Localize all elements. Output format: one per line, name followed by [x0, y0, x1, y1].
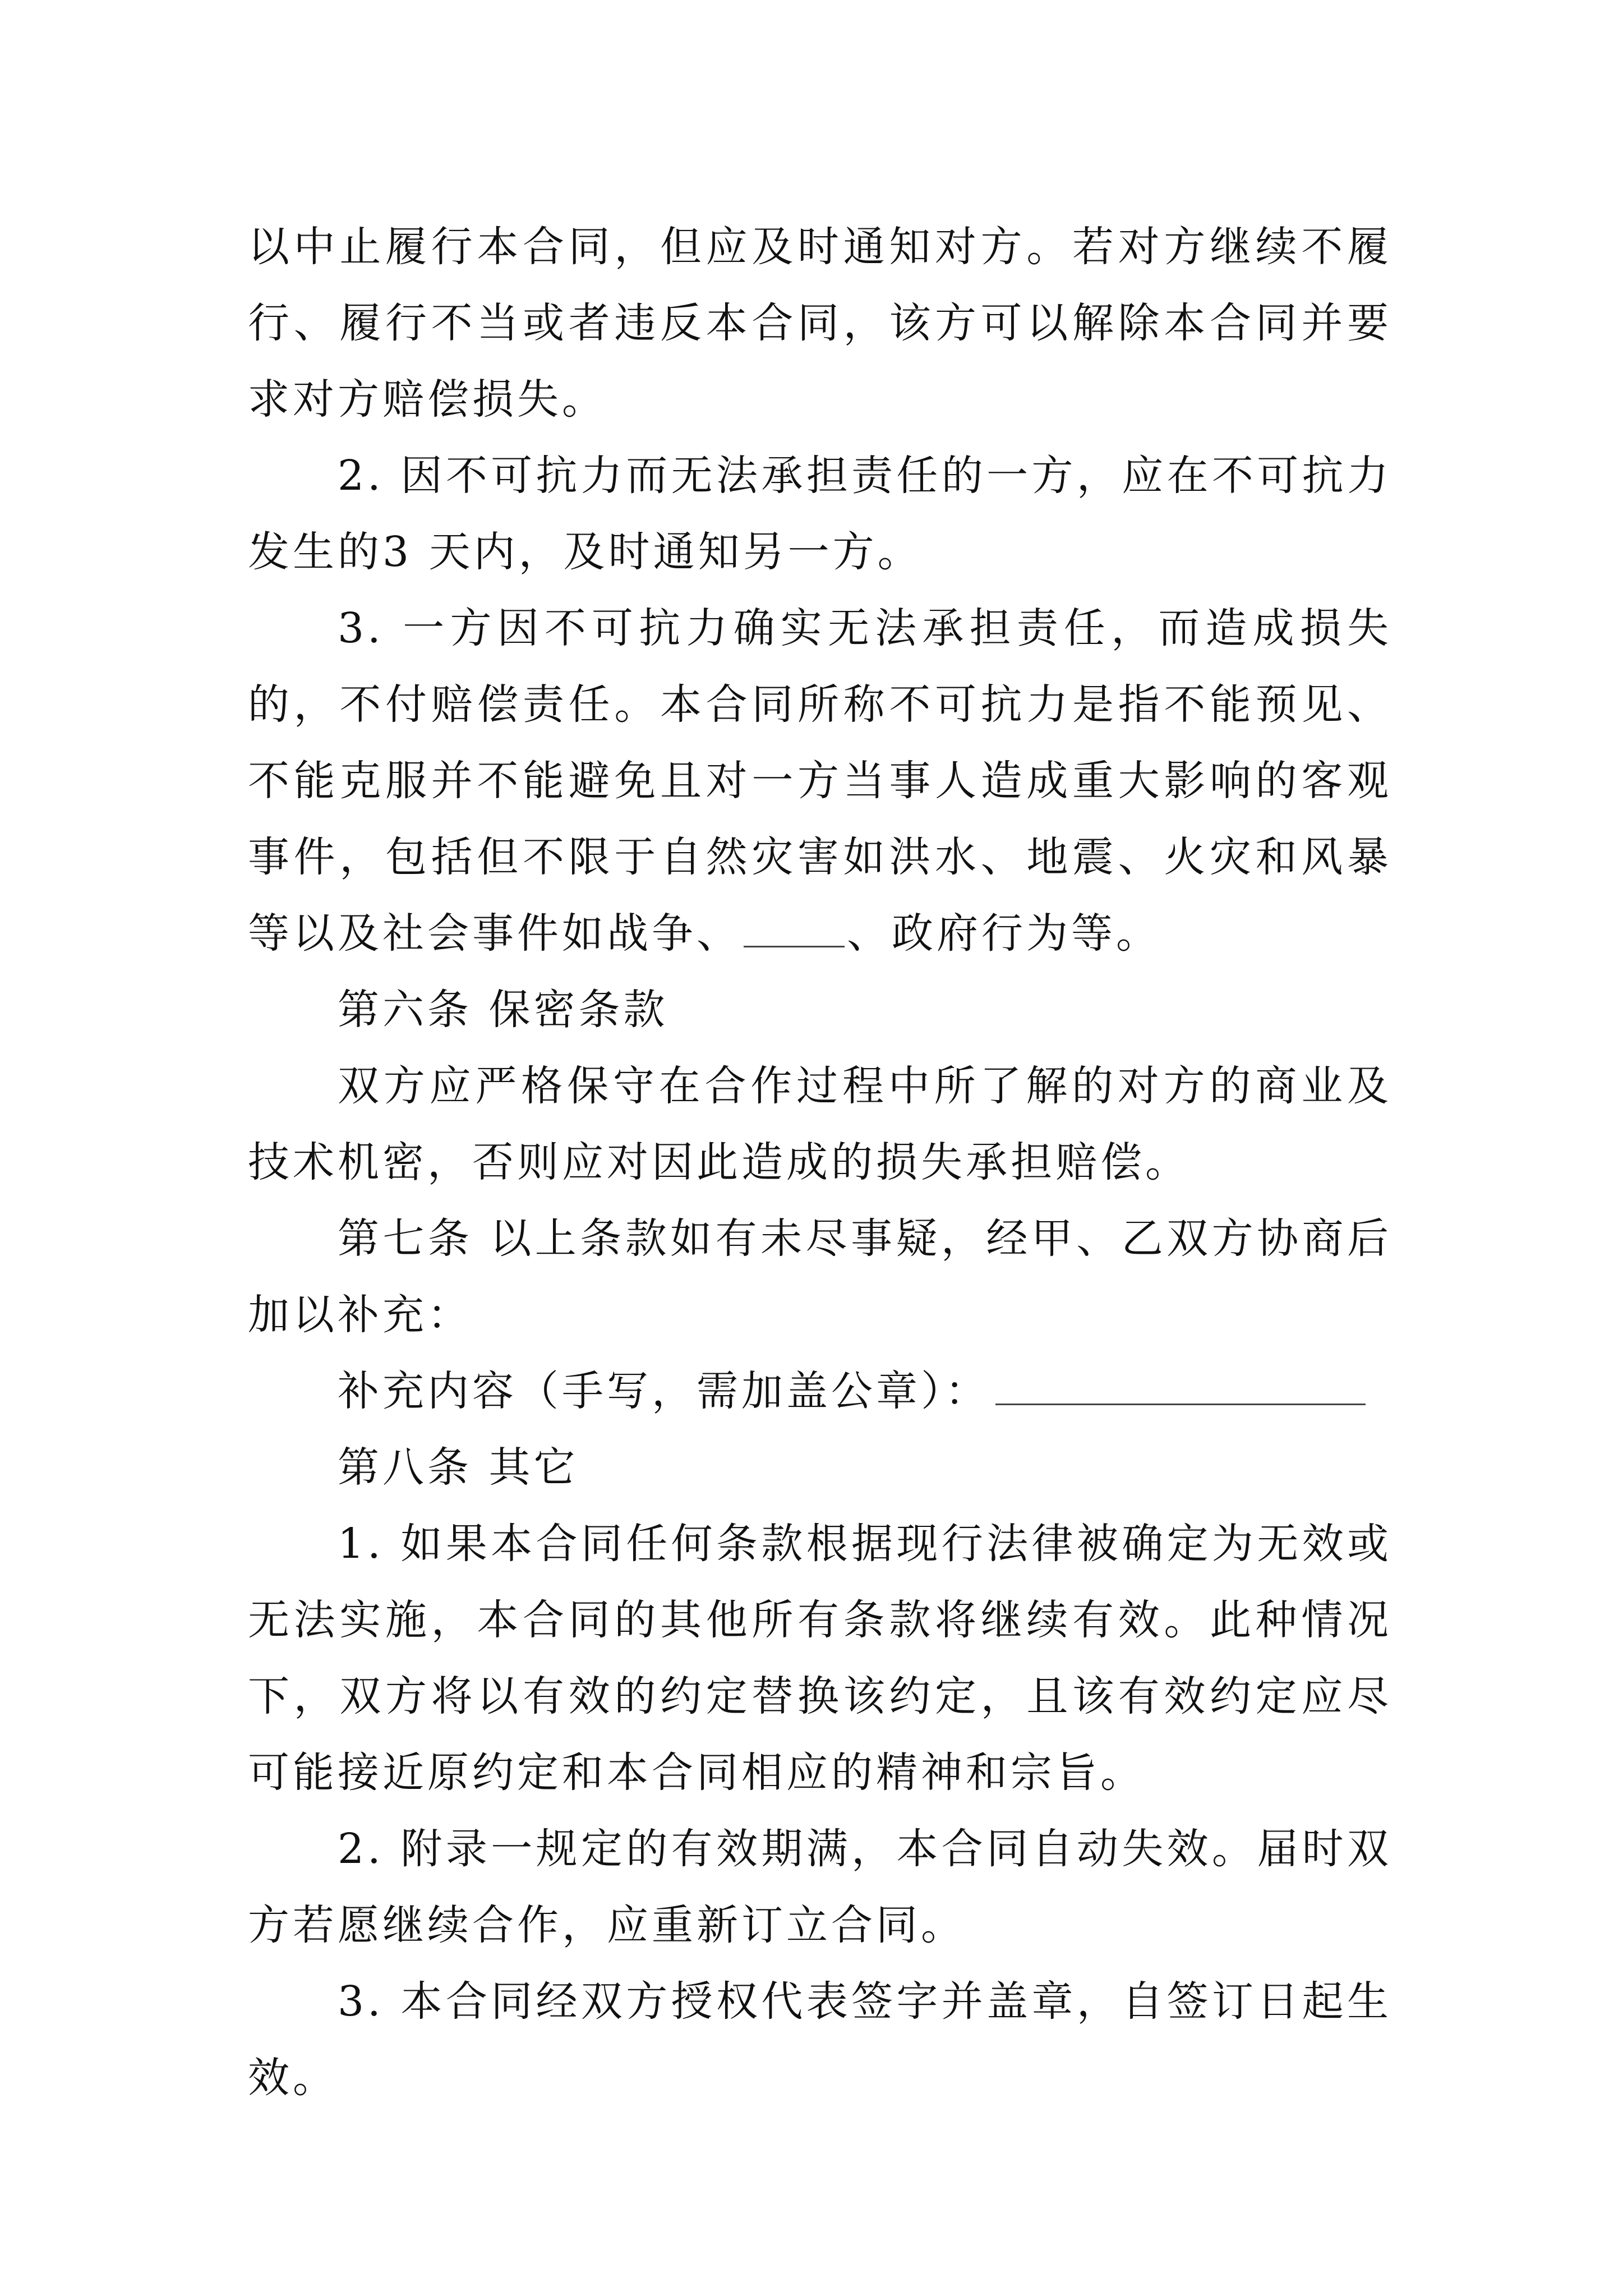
- article-6-body-text: 双方应严格保守在合作过程中所了解的对方的商业及技术机密，否则应对因此造成的损失承担赔偿。: [248, 1062, 1392, 1186]
- paragraph-force-majeure-definition: [248, 590, 1392, 972]
- supplement-label: 补充内容（手写，需加盖公章）：: [338, 1367, 990, 1415]
- document-body: [248, 209, 1392, 2116]
- article-8-item-3: [248, 1963, 1392, 2116]
- article-7-body-text: 第七条 以上条款如有未尽事疑，经甲、乙双方协商后加以补充：: [248, 1214, 1392, 1339]
- article-6-body: [248, 1048, 1392, 1200]
- fill-in-blank-short[interactable]: [744, 907, 845, 947]
- article-8-item-1-text: 1. 如果本合同任何条款根据现行法律被确定为无效或无法实施，本合同的其他所有条款将继续有效。此种情况下，双方将以有效的约定替换该约定，且该有效约定应尽可能接近原约定和本合同相应的精神和宗旨。: [248, 1520, 1392, 1797]
- article-7-body: [248, 1200, 1392, 1353]
- paragraph-force-majeure-notice: [248, 438, 1392, 590]
- article-8-item-2: [248, 1811, 1392, 1963]
- article-8-item-2-text: 2. 附录一规定的有效期满，本合同自动失效。届时双方若愿继续合作，应重新订立合同。: [248, 1825, 1392, 1949]
- article-6-heading-text: 第六条 保密条款: [338, 986, 668, 1034]
- article-6-heading: [248, 972, 1392, 1048]
- paragraph-force-majeure-definition-text: 3. 一方因不可抗力确实无法承担责任，而造成损失的，不付赔偿责任。本合同所称不可抗力是指不能预见、不能克服并不能避免且对一方当事人造成重大影响的客观事件，包括但不限于自然灾害如洪水、地震、火灾和风暴等以及社会事件如战争、: [248, 604, 1392, 958]
- supplement-line: [248, 1353, 1392, 1429]
- article-8-item-1: [248, 1506, 1392, 1811]
- paragraph-force-majeure-definition-tail: 、政府行为等。: [847, 909, 1161, 958]
- paragraph-termination-text: 以中止履行本合同，但应及时通知对方。若对方继续不履行、履行不当或者违反本合同，该方可以解除本合同并要求对方赔偿损失。: [248, 223, 1392, 424]
- article-8-heading: [248, 1429, 1392, 1506]
- article-8-item-3-text: 3. 本合同经双方授权代表签字并盖章，自签订日起生效。: [248, 1977, 1392, 2102]
- paragraph-force-majeure-notice-text: 2. 因不可抗力而无法承担责任的一方，应在不可抗力发生的3 天内，及时通知另一方。: [248, 452, 1392, 576]
- supplement-fill-in-blank[interactable]: [995, 1364, 1366, 1405]
- article-8-heading-text: 第八条 其它: [338, 1443, 579, 1492]
- paragraph-termination: [248, 209, 1392, 438]
